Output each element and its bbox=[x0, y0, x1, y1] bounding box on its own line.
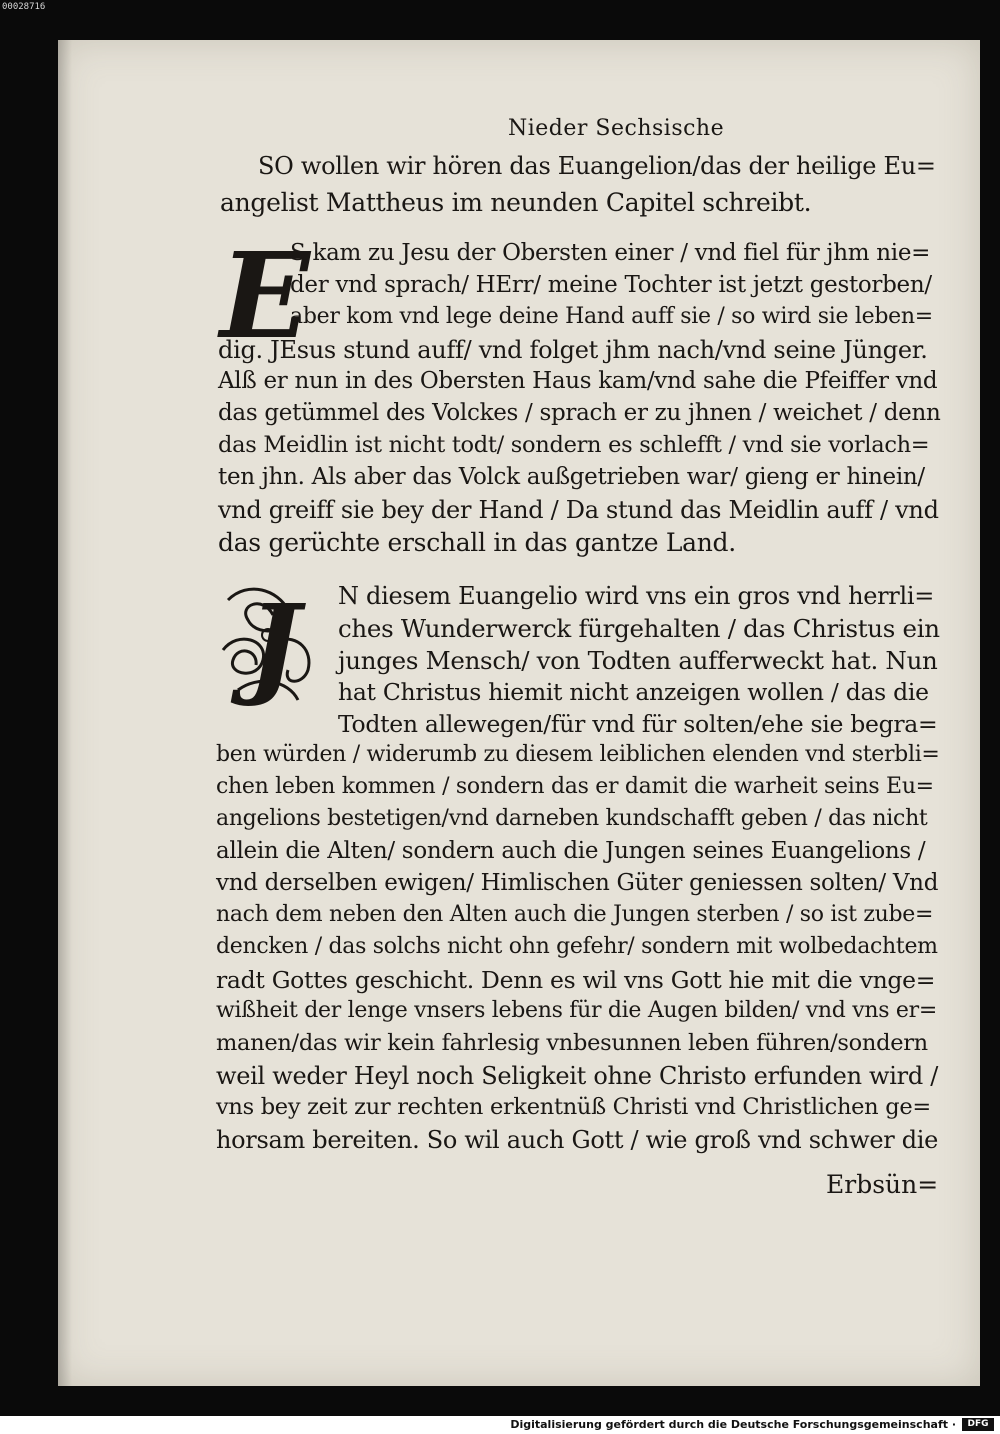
funding-credit: Digitalisierung gefördert durch die Deutsche Forschungsgemeinschaft · bbox=[510, 1418, 956, 1431]
sermon-line: nach dem neben den Alten auch die Jungen sterben / so ist zube= bbox=[216, 902, 934, 927]
gospel-line: Alß er nun in des Obersten Haus kam/vnd sahe die Pfeiffer vnd bbox=[218, 368, 938, 394]
dfg-logo-icon: DFG bbox=[962, 1418, 994, 1431]
gospel-line: vnd greiff sie bey der Hand / Da stund das Meidlin auff / vnd bbox=[218, 496, 939, 524]
gospel-line: das gerüchte erschall in das gantze Land. bbox=[218, 528, 736, 557]
sermon-line: chen leben kommen / sondern das er damit die warheit seins Eu= bbox=[216, 774, 934, 799]
sermon-line: wißheit der lenge vnsers lebens für die Augen bilden/ vnd vns er= bbox=[216, 998, 938, 1023]
sermon-line: dencken / das solchs nicht ohn gefehr/ sondern mit wolbedachtem bbox=[216, 934, 938, 959]
drop-cap-j: J bbox=[248, 580, 301, 709]
sermon-line: weil weder Heyl noch Seligkeit ohne Christo erfunden wird / bbox=[216, 1062, 939, 1090]
running-head: Nieder Sechsische bbox=[508, 116, 725, 141]
page-gutter-shadow bbox=[58, 40, 72, 1386]
book-page bbox=[58, 40, 980, 1386]
sermon-line: Todten allewegen/für vnd für solten/ehe sie begra= bbox=[338, 710, 938, 738]
scan-id-label: 00028716 bbox=[2, 2, 46, 12]
sermon-line: allein die Alten/ sondern auch die Jungen seines Euangelions / bbox=[216, 838, 926, 864]
catchword: Erbsün= bbox=[826, 1170, 939, 1199]
drop-cap-e: E bbox=[220, 226, 310, 365]
gospel-line: S kam zu Jesu der Obersten einer / vnd fiel für jhm nie= bbox=[290, 240, 931, 266]
sermon-line: hat Christus hiemit nicht anzeigen wollen / das die bbox=[338, 678, 929, 706]
sermon-line: vns bey zeit zur rechten erkentnüß Christi vnd Christlichen ge= bbox=[216, 1094, 931, 1120]
sermon-line: junges Mensch/ von Todten aufferweckt hat. Nun bbox=[338, 646, 938, 675]
sermon-line: ben würden / widerumb zu diesem leiblichen elenden vnd sterbli= bbox=[216, 742, 940, 767]
gospel-line: dig. JEsus stund auff/ vnd folget jhm nach/vnd seine Jünger. bbox=[218, 336, 928, 364]
sermon-line: vnd derselben ewigen/ Himlischen Güter geniessen solten/ Vnd bbox=[216, 870, 939, 896]
gospel-line: das getümmel des Volckes / sprach er zu jhnen / weichet / denn bbox=[218, 400, 941, 426]
sermon-line: ches Wunderwerck fürgehalten / das Christus ein bbox=[338, 614, 940, 643]
heading-line: angelist Mattheus im neunden Capitel schreibt. bbox=[220, 188, 812, 217]
gospel-line: aber kom vnd lege deine Hand auff sie / so wird sie leben= bbox=[290, 304, 933, 329]
gospel-line: der vnd sprach/ HErr/ meine Tochter ist jetzt gestorben/ bbox=[290, 272, 932, 298]
gospel-line: das Meidlin ist nicht todt/ sondern es schlefft / vnd sie vorlach= bbox=[218, 432, 930, 458]
sermon-line: angelions bestetigen/vnd darneben kundschafft geben / das nicht bbox=[216, 806, 928, 831]
sermon-line: N diesem Euangelio wird vns ein gros vnd herrli= bbox=[338, 582, 935, 610]
ornamental-initial-i bbox=[218, 580, 326, 712]
sermon-line: horsam bereiten. So wil auch Gott / wie groß vnd schwer die bbox=[216, 1126, 939, 1154]
footer-bar bbox=[0, 1416, 1000, 1434]
sermon-line: manen/das wir kein fahrlesig vnbesunnen leben führen/sondern bbox=[216, 1030, 928, 1056]
gospel-line: ten jhn. Als aber das Volck außgetrieben war/ gieng er hinein/ bbox=[218, 464, 925, 490]
sermon-line: radt Gottes geschicht. Denn es wil vns Gott hie mit die vnge= bbox=[216, 966, 936, 994]
heading-line: SO wollen wir hören das Euangelion/das der heilige Eu= bbox=[258, 152, 936, 180]
